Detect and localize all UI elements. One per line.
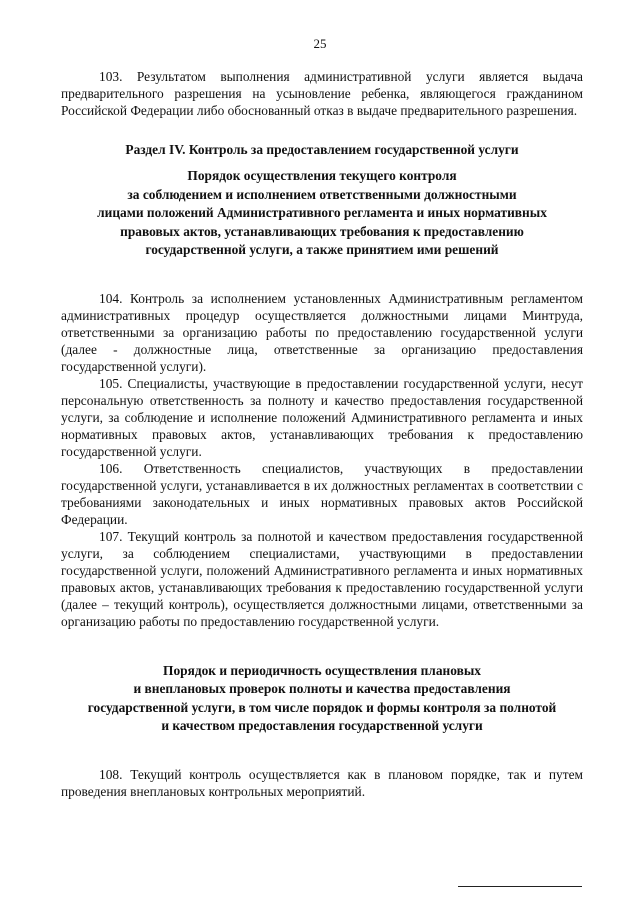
subheading-current-control <box>61 167 583 260</box>
page-number: 25 <box>313 36 327 51</box>
subheading-line: и внеплановых проверок полноты и качества предоставления <box>133 681 511 696</box>
spacer <box>61 630 583 662</box>
paragraph-107: 107. Текущий контроль за полнотой и качеством предоставления государственной услуги, за соблюдением специалистами, участвующими в предоставлении государственной услуги, положений Административного регламента и иных нормативных правовых актов, устанавливающих требования к предоставлению государственной услуги (далее – текущий контроль), осуществляется должностными лицами, ответственными за организацию работы по предоставлению государственной услуги. <box>61 528 583 629</box>
section-title: Раздел IV. Контроль за предоставлением государственной услуги <box>125 142 519 157</box>
page-content <box>61 68 583 800</box>
paragraph-104: 104. Контроль за исполнением установленных Административным регламентом административных процедур осуществляется должностными лицами Минтруда, ответственными за организацию работы по предоставлению государственной услуги (далее - должностные лица, ответственные за организацию предоставления государственной услуги). <box>61 290 583 374</box>
subheading-line: Порядок и периодичность осуществления плановых <box>163 662 481 678</box>
subheading-line: Порядок осуществления текущего контроля <box>187 168 457 183</box>
paragraph-108: 108. Текущий контроль осуществляется как в плановом порядке, так и путем проведения внеплановых контрольных мероприятий. <box>61 766 583 799</box>
subheading-line: государственной услуги, а также принятием ими решений <box>145 242 499 257</box>
spacer <box>61 736 583 766</box>
subheading-line: за соблюдением и исполнением ответственными должностными <box>127 186 517 202</box>
subheading-line: и качеством предоставления государственной услуги <box>161 718 483 733</box>
subheading-line: правовых актов, устанавливающих требования к предоставлению <box>120 223 524 239</box>
subheading-inspections <box>61 662 583 736</box>
footnote-separator-line <box>458 886 582 887</box>
paragraph-106: 106. Ответственность специалистов, участвующих в предоставлении государственной услуги, устанавливается в их должностных регламентах в соответствии с требованиями законодательных и иных нормативных правовых актов Российской Федерации. <box>61 460 583 527</box>
subheading-line: лицами положений Административного регламента и иных нормативных <box>97 205 547 220</box>
spacer <box>61 260 583 290</box>
paragraph-103: 103. Результатом выполнения административной услуги является выдача предварительного разрешения на усыновление ребенка, являющегося гражданином Российской Федерации либо обоснованный отказ в выдаче предварительного разрешения. <box>61 69 583 118</box>
subheading-line: государственной услуги, в том числе порядок и формы контроля за полнотой <box>87 699 557 715</box>
paragraph-105: 105. Специалисты, участвующие в предоставлении государственной услуги, несут персональную ответственность за полноту и качество предоставления государственной услуги, за соблюдение и исполнение положений Административного регламента и иных нормативных правовых актов, устанавливающих требования к предоставлению государственной услуги. <box>61 375 583 459</box>
